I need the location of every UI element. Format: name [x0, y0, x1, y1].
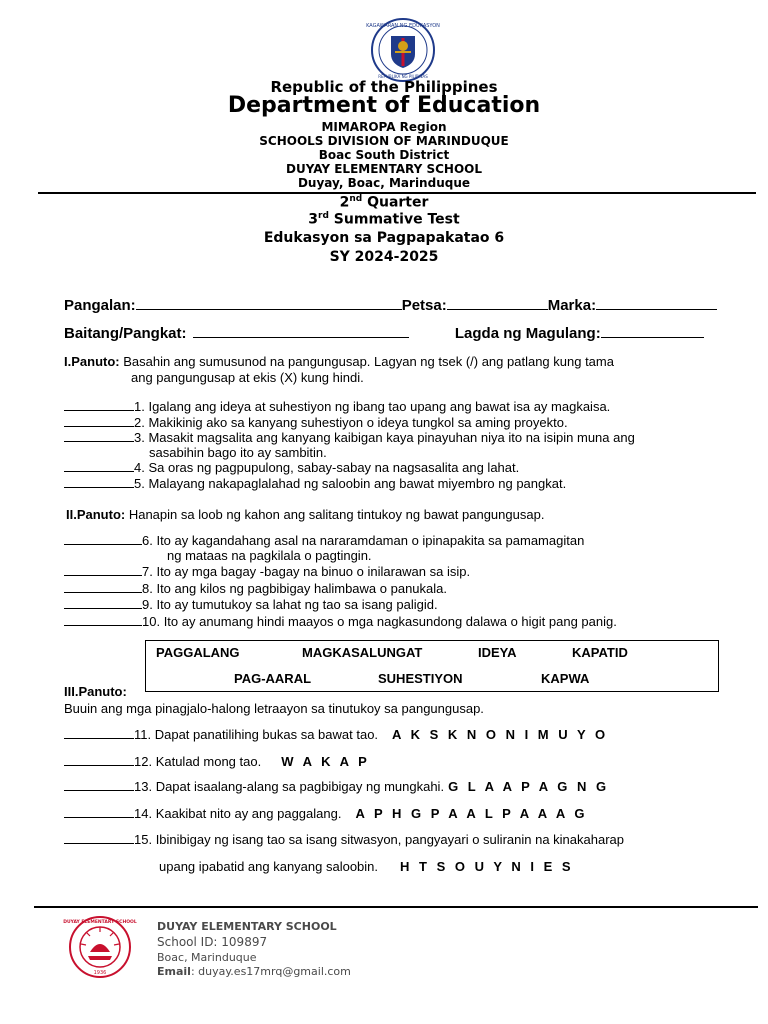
- answer-blank-1[interactable]: [64, 400, 134, 411]
- answer-blank-8[interactable]: [64, 582, 142, 593]
- part3-title: III.Panuto:: [64, 684, 127, 699]
- division-name: SCHOOLS DIVISION OF MARINDUQUE: [259, 134, 509, 148]
- item-14: 14. Kaakibat nito ay ang paggalang. A P H G P A A L P A A A G: [64, 806, 587, 821]
- answer-blank-10[interactable]: [64, 615, 142, 626]
- item-9: 9. Ito ay tumutukoy sa lahat ng tao sa isang paligid.: [64, 597, 438, 612]
- part3-instruction: Buuin ang mga pinagjalo-halong letraayon sa tinutukoy sa pangungusap.: [64, 701, 484, 716]
- score-field[interactable]: [596, 299, 717, 310]
- item-15-cont: upang ipabatid ang kanyang saloobin. H T S O U Y N I E S: [159, 859, 574, 874]
- country-name: Republic of the Philippines: [270, 78, 498, 96]
- school-address: Duyay, Boac, Marinduque: [297, 176, 471, 190]
- student-info-row-2: [64, 325, 704, 342]
- answer-blank-13[interactable]: [64, 780, 134, 791]
- word-bank-item: SUHESTIYON: [378, 671, 463, 686]
- item-8: 8. Ito ang kilos ng pagbibigay halimbawa o panukala.: [64, 581, 447, 596]
- item-15: 15. Ibinibigay ng isang tao sa isang sitwasyon, pangyayari o suliranin na kinakaharap: [64, 832, 624, 847]
- item-6-cont: ng mataas na pagkilala o pagtingin.: [167, 548, 372, 563]
- item-10: 10. Ito ay anumang hindi maayos o mga nagkasundong dalawa o higit pang panig.: [64, 614, 617, 629]
- item-4: 4. Sa oras ng pagpupulong, sabay-sabay na nagsasalita ang lahat.: [64, 460, 519, 475]
- scrambled-word: A K S K N O N I M U Y O: [392, 727, 609, 742]
- district-name: Boac South District: [318, 148, 450, 162]
- word-bank-item: MAGKASALUNGAT: [302, 645, 423, 660]
- school-year: SY 2024-2025: [329, 249, 439, 265]
- item-12: 12. Katulad mong tao. W A K A P: [64, 754, 370, 769]
- item-6: 6. Ito ay kagandahang asal na nararamdaman o ipinapakita sa pamamagitan: [64, 533, 584, 548]
- department-name: Department of Education: [227, 93, 541, 118]
- word-bank-item: PAG-AARAL: [234, 671, 312, 686]
- svg-text:KAGAWARAN NG EDUKASYON: KAGAWARAN NG EDUKASYON: [366, 23, 440, 29]
- school-logo: [63, 914, 137, 980]
- footer-email: Email: duyay.es17mrq@gmail.com: [157, 965, 351, 978]
- subject-title: Edukasyon sa Pagpapakatao 6: [263, 230, 505, 246]
- answer-blank-9[interactable]: [64, 598, 142, 609]
- answer-blank-3[interactable]: [64, 431, 134, 442]
- item-2: 2. Makikinig ako sa kanyang suhestiyon o ideya tungkol sa aming proyekto.: [64, 415, 568, 430]
- deped-seal: [362, 18, 444, 82]
- student-info-row-1: [64, 297, 717, 314]
- item-7: 7. Ito ay mga bagay -bagay na binuo o inilarawan sa isip.: [64, 564, 470, 579]
- answer-blank-12[interactable]: [64, 755, 134, 766]
- scrambled-word: H T S O U Y N I E S: [400, 859, 574, 874]
- word-bank-item: KAPWA: [541, 671, 590, 686]
- parent-label: Lagda ng Magulang:: [454, 325, 601, 342]
- grade-label: Baitang/Pangkat:: [64, 325, 187, 342]
- word-bank-item: KAPATID: [572, 645, 628, 660]
- answer-blank-14[interactable]: [64, 807, 134, 818]
- footer-divider: [34, 906, 758, 908]
- quarter-label: 2nd Quarter: [339, 194, 429, 211]
- item-11: 11. Dapat panatilihing bukas sa bawat tao. A K S K N O N I M U Y O: [64, 727, 608, 742]
- svg-text:REPUBLIKA NG PILIPINAS: REPUBLIKA NG PILIPINAS: [378, 74, 428, 79]
- answer-blank-6[interactable]: [64, 534, 142, 545]
- date-field[interactable]: [447, 299, 548, 310]
- item-5: 5. Malayang nakapaglalahad ng saloobin ang bawat miyembro ng pangkat.: [64, 476, 566, 491]
- footer-school-name: DUYAY ELEMENTARY SCHOOL: [157, 920, 337, 933]
- part2-instruction: II.Panuto: Hanapin sa loob ng kahon ang salitang tintukoy ng bawat pangungusap.: [66, 507, 545, 522]
- item-13: 13. Dapat isaalang-alang sa pagbibigay ng mungkahi. G L A A P A G N G: [64, 779, 609, 794]
- email-link[interactable]: : duyay.es17mrq@gmail.com: [190, 965, 351, 978]
- date-label: Petsa:: [401, 297, 447, 314]
- part1-instruction: I.Panuto: Basahin ang sumusunod na pangungusap. Lagyan ng tsek (/) ang patlang kung tama: [64, 354, 614, 369]
- word-bank-item: PAGGALANG: [156, 645, 240, 660]
- item-3-cont: sasabihin bago ito ay sambitin.: [149, 445, 327, 460]
- score-label: Marka:: [547, 297, 597, 314]
- answer-blank-4[interactable]: [64, 461, 134, 472]
- grade-field[interactable]: [193, 327, 409, 338]
- school-name: DUYAY ELEMENTARY SCHOOL: [285, 162, 482, 176]
- answer-blank-5[interactable]: [64, 477, 134, 488]
- svg-text:DUYAY ELEMENTARY SCHOOL: DUYAY ELEMENTARY SCHOOL: [63, 920, 137, 925]
- scrambled-word: W A K A P: [281, 754, 370, 769]
- scrambled-word: G L A A P A G N G: [448, 779, 610, 794]
- name-label: Pangalan:: [64, 297, 136, 314]
- answer-blank-7[interactable]: [64, 565, 142, 576]
- footer-location: Boac, Marinduque: [157, 951, 257, 964]
- answer-blank-11[interactable]: [64, 728, 134, 739]
- parent-signature-field[interactable]: [601, 327, 704, 338]
- item-3: 3. Masakit magsalita ang kanyang kaibigan kaya pinayuhan niya ito na isipin muna ang: [64, 430, 635, 445]
- item-1: 1. Igalang ang ideya at suhestiyon ng ibang tao upang ang bawat isa ay magkaisa.: [64, 399, 610, 414]
- name-field[interactable]: [136, 299, 402, 310]
- answer-blank-2[interactable]: [64, 416, 134, 427]
- word-bank-box: [145, 640, 719, 692]
- test-label: 3rd Summative Test: [308, 211, 460, 228]
- footer-school-id: School ID: 109897: [157, 935, 268, 949]
- word-bank-item: IDEYA: [478, 645, 517, 660]
- region-name: MIMAROPA Region: [321, 120, 447, 134]
- part1-instruction-cont: ang pangungusap at ekis (X) kung hindi.: [131, 370, 364, 385]
- answer-blank-15[interactable]: [64, 833, 134, 844]
- scrambled-word: A P H G P A A L P A A A G: [355, 806, 588, 821]
- svg-text:1936: 1936: [93, 970, 107, 976]
